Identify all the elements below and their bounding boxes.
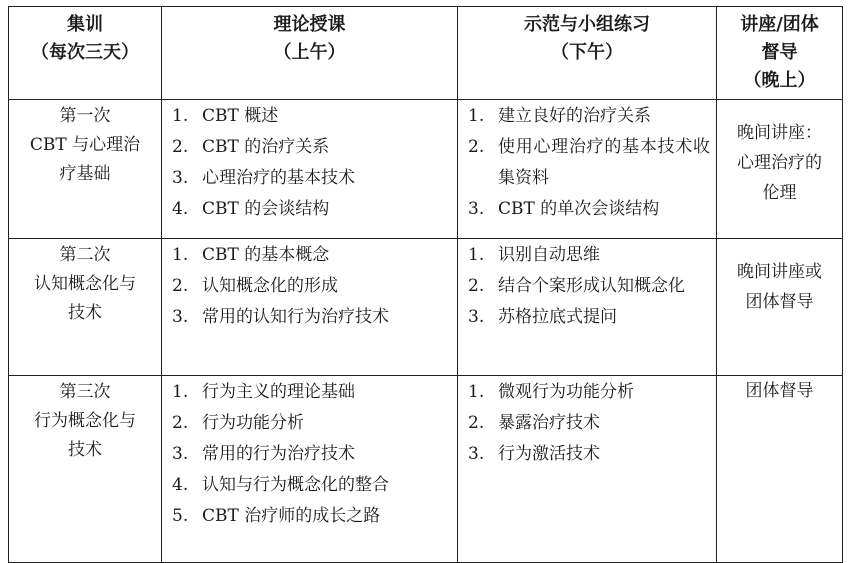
- theory-cell: [162, 239, 458, 376]
- list-item: 2. 暴露治疗技术: [468, 413, 600, 433]
- header-evening: 讲座/团体 督导 （晚上）: [717, 7, 843, 100]
- list-item: 1. CBT 概述: [172, 106, 279, 126]
- list-item: 2. 认知概念化的形成: [172, 276, 338, 296]
- list-item: 3. 心理治疗的基本技术: [172, 168, 355, 188]
- header-theory: 理论授课 （上午）: [162, 7, 458, 100]
- list-item: 1. 行为主义的理论基础: [172, 382, 355, 402]
- evening-cell: 团体督导: [717, 376, 843, 563]
- table-row: [9, 239, 843, 376]
- theory-cell: [162, 100, 458, 239]
- header-row: [9, 7, 843, 100]
- list-item: 1. CBT 的基本概念: [172, 245, 330, 265]
- list-item: 3. CBT 的单次会谈结构: [468, 199, 660, 219]
- table-row: [9, 100, 843, 239]
- list-item: 1. 建立良好的治疗关系: [468, 106, 651, 126]
- list-item: 3. 常用的认知行为治疗技术: [172, 307, 389, 327]
- practice-cell: [458, 100, 717, 239]
- list-item: 2. 结合个案形成认知概念化: [468, 276, 685, 296]
- session-cell: 第二次 认知概念化与 技术: [9, 239, 162, 376]
- list-item: 2. 使用心理治疗的基本技术收集资料: [468, 137, 710, 188]
- theory-cell: [162, 376, 458, 563]
- training-schedule-table: [8, 6, 843, 563]
- list-item: 3. 苏格拉底式提问: [468, 307, 617, 327]
- list-item: 2. 行为功能分析: [172, 413, 304, 433]
- list-item: 4. 认知与行为概念化的整合: [172, 475, 389, 495]
- list-item: 1. 微观行为功能分析: [468, 382, 634, 402]
- list-item: 1. 识别自动思维: [468, 245, 600, 265]
- session-cell: 第三次 行为概念化与 技术: [9, 376, 162, 563]
- table-row: [9, 376, 843, 563]
- list-item: 3. 行为激活技术: [468, 444, 600, 464]
- evening-cell: 晚间讲座或 团体督导: [717, 239, 843, 376]
- list-item: 4. CBT 的会谈结构: [172, 199, 330, 219]
- list-item: 2. CBT 的治疗关系: [172, 137, 330, 157]
- header-practice: 示范与小组练习 （下午）: [458, 7, 717, 100]
- list-item: 3. 常用的行为治疗技术: [172, 444, 355, 464]
- practice-cell: [458, 376, 717, 563]
- session-cell: 第一次 CBT 与心理治 疗基础: [9, 100, 162, 239]
- practice-cell: [458, 239, 717, 376]
- evening-cell: 晚间讲座： 心理治疗的 伦理: [717, 100, 843, 239]
- list-item: 5. CBT 治疗师的成长之路: [172, 506, 381, 526]
- header-session: 集训 （每次三天）: [9, 7, 162, 100]
